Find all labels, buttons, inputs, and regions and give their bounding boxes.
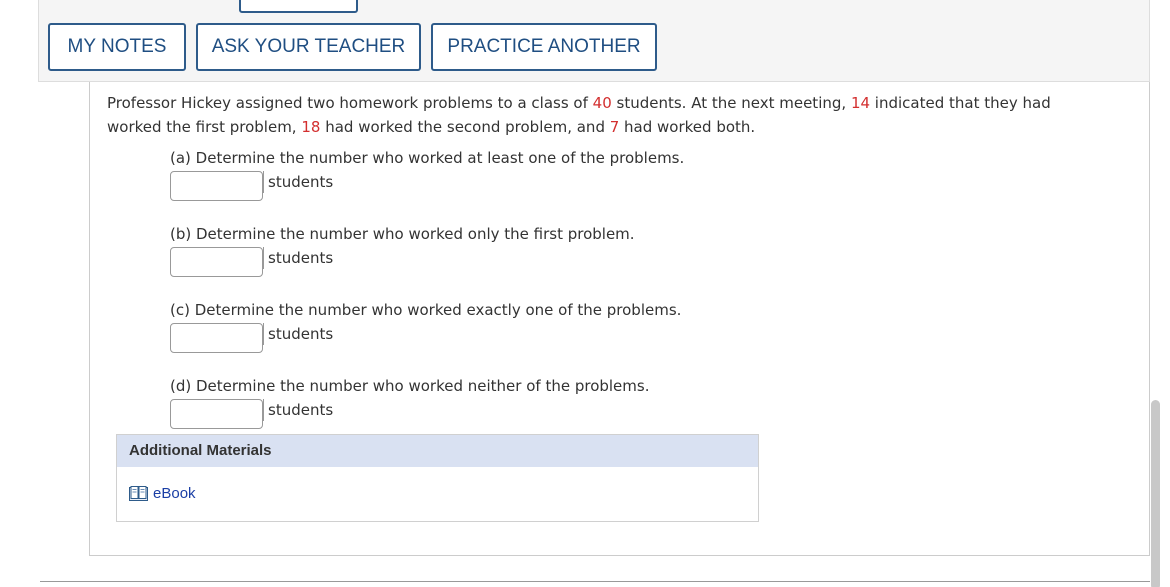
part-c-answer-input[interactable]: [170, 323, 263, 353]
prompt-text-4: had worked the second problem, and: [320, 118, 610, 136]
book-icon: [129, 486, 148, 501]
part-a: [170, 148, 870, 201]
prompt-text-3: indicated that they had worked the first problem,: [107, 94, 1051, 136]
partial-button[interactable]: [239, 0, 358, 13]
part-c-question: (c) Determine the number who worked exactly one of the problems.: [170, 301, 682, 319]
part-d-question: (d) Determine the number who worked neither of the problems.: [170, 377, 650, 395]
both-count-value: 7: [609, 118, 620, 136]
part-c: [170, 300, 870, 353]
part-a-answer-input[interactable]: [170, 171, 263, 201]
part-d-answer-input[interactable]: [170, 399, 263, 429]
part-b: [170, 224, 870, 277]
scrollbar-thumb[interactable]: [1151, 400, 1160, 587]
question-prompt: [107, 91, 1107, 139]
part-d-unit: students: [263, 399, 333, 421]
ebook-link[interactable]: [129, 485, 196, 502]
part-c-unit: students: [263, 323, 333, 345]
part-b-unit: students: [263, 247, 333, 269]
additional-materials-header: Additional Materials: [117, 435, 758, 467]
class-size-value: 40: [592, 94, 612, 112]
part-a-question: (a) Determine the number who worked at least one of the problems.: [170, 149, 685, 167]
part-d: [170, 376, 870, 429]
part-b-question: (b) Determine the number who worked only the first problem.: [170, 225, 635, 243]
ask-teacher-button[interactable]: ASK YOUR TEACHER: [196, 23, 421, 71]
second-count-value: 18: [301, 118, 321, 136]
my-notes-button[interactable]: MY NOTES: [48, 23, 186, 71]
prompt-text-2: students. At the next meeting,: [611, 94, 851, 112]
part-b-answer-input[interactable]: [170, 247, 263, 277]
ebook-label: eBook: [153, 485, 196, 502]
prompt-text-5: had worked both.: [619, 118, 756, 136]
additional-materials-panel: [116, 434, 759, 522]
practice-another-button[interactable]: PRACTICE ANOTHER: [431, 23, 657, 71]
part-a-unit: students: [263, 171, 333, 193]
prompt-text-1: Professor Hickey assigned two homework problems to a class of: [107, 94, 593, 112]
first-count-value: 14: [850, 94, 871, 112]
divider: [40, 581, 1150, 582]
